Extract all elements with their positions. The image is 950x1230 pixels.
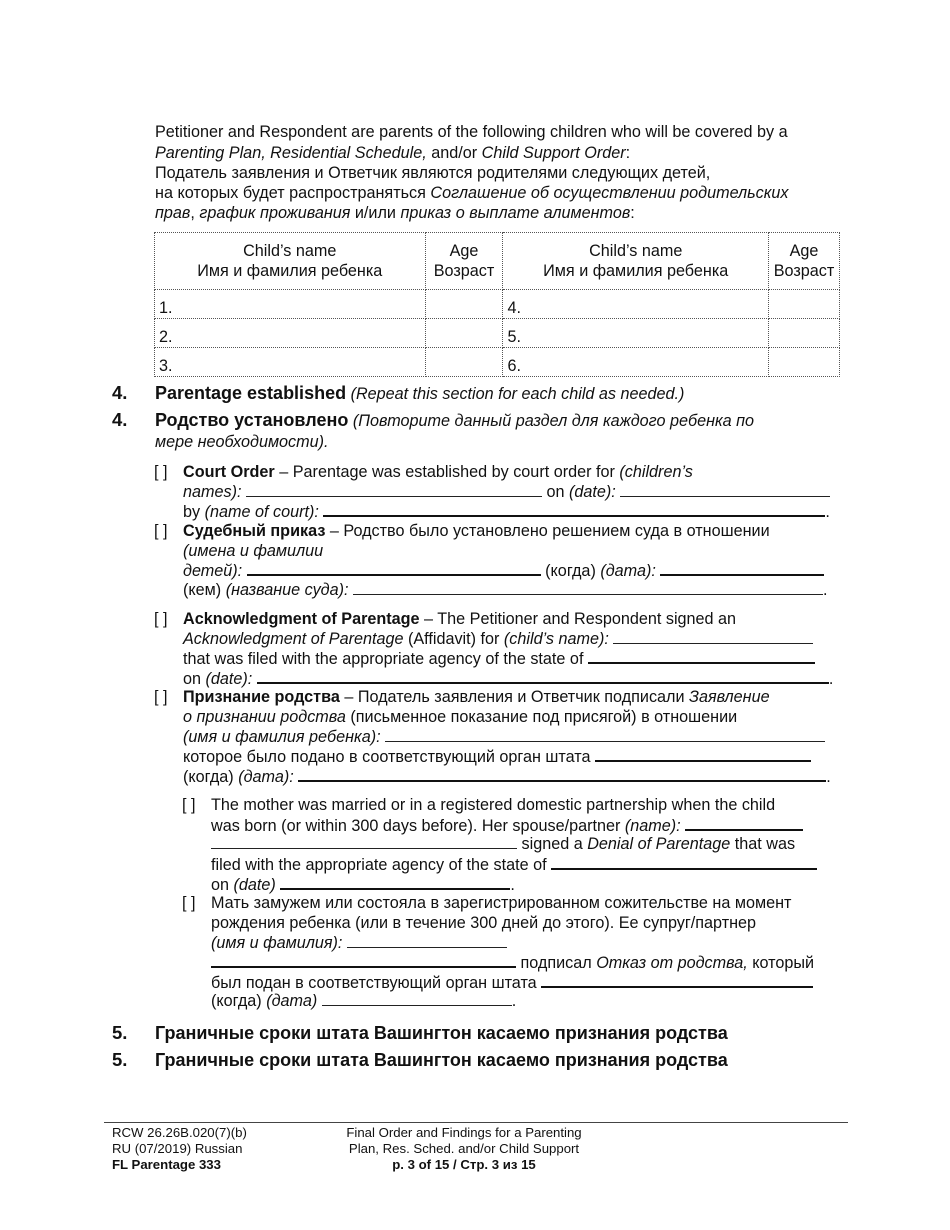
child-age-cell[interactable]: [768, 290, 839, 319]
mother-ru-line-3: (имя и фамилия):: [211, 933, 507, 953]
mother-ru-line-5: был подан в соответствующий орган штата: [211, 972, 813, 993]
child-name-cell[interactable]: 3.: [155, 348, 426, 377]
court-order-ru-line-2: (имена и фамилии: [183, 542, 324, 560]
section-4-number-ru: 4.: [112, 409, 128, 430]
ack-line-3: that was filed with the appropriate agency of the state of: [183, 648, 815, 669]
ack-ru-line-3: (имя и фамилия ребенка):: [183, 727, 825, 747]
children-names-field[interactable]: [246, 482, 542, 497]
ack-ru-line-1: Признание родства – Податель заявления и Ответчик подписали Заявление: [183, 688, 770, 706]
child-name-cell[interactable]: 6.: [503, 348, 769, 377]
intro-line-5: прав, график проживания и/или приказ о выплате алиментов:: [155, 204, 635, 222]
court-order-ru-date-field[interactable]: [660, 560, 824, 576]
footer-divider: [104, 1122, 848, 1123]
ack-ru-child-name-field[interactable]: [385, 727, 825, 742]
footer-form-id: FL Parentage 333: [112, 1157, 221, 1172]
spouse-name-field-cont[interactable]: [211, 834, 517, 849]
header-child-name: Child’s name Имя и фамилия ребенка: [155, 233, 426, 290]
ack-ru-line-4: которое было подано в соответствующий орган штата: [183, 746, 811, 767]
ack-state-field[interactable]: [588, 648, 815, 664]
mother-ru-line-1: Мать замужем или состояла в зарегистрированном сожительстве на момент: [211, 894, 792, 912]
table-row: [155, 348, 840, 377]
ack-date-field[interactable]: [257, 668, 829, 684]
child-name-cell[interactable]: 1.: [155, 290, 426, 319]
footer-title-1: Final Order and Findings for a Parenting: [346, 1125, 582, 1140]
court-name-ru-field[interactable]: [353, 580, 823, 595]
section-4-heading-ru: Родство установлено (Повторите данный раздел для каждого ребенка по: [155, 410, 755, 430]
ack-ru-state-field[interactable]: [595, 746, 811, 762]
spouse-name-ru-field-cont[interactable]: [211, 952, 516, 968]
child-age-cell[interactable]: [768, 348, 839, 377]
children-names-ru-field[interactable]: [247, 560, 541, 576]
denial-ru-state-field[interactable]: [541, 972, 813, 988]
denial-date-field[interactable]: [280, 874, 510, 890]
child-age-cell[interactable]: [425, 319, 503, 348]
child-name-cell[interactable]: 2.: [155, 319, 426, 348]
children-table: [154, 232, 840, 377]
footer-page-number: p. 3 of 15 / Стр. 3 из 15: [392, 1157, 536, 1172]
section-5-number: 5.: [112, 1022, 128, 1043]
ack-line-2: Acknowledgment of Parentage (Affidavit) for (child’s name):: [183, 629, 813, 649]
mother-line-3: signed a Denial of Parentage that was: [211, 834, 795, 854]
section-5-heading-2: Граничные сроки штата Вашингтон касаемо признания родства: [155, 1050, 728, 1070]
intro-line-2: Parenting Plan, Residential Schedule, and/or Child Support Order:: [155, 144, 631, 162]
header-child-name-2: Child’s name Имя и фамилия ребенка: [503, 233, 769, 290]
ack-checkbox[interactable]: [ ]: [154, 610, 168, 628]
ack-ru-line-5: (когда) (дата): .: [183, 768, 831, 786]
court-order-ru-line-1: Судебный приказ – Родство было установлено решением суда в отношении: [183, 522, 770, 540]
ack-ru-checkbox[interactable]: [ ]: [154, 688, 168, 706]
mother-ru-line-6: (когда) (дата) .: [211, 992, 517, 1010]
denial-ru-date-field[interactable]: [322, 991, 512, 1006]
ack-child-name-field[interactable]: [613, 629, 813, 644]
child-name-cell[interactable]: 4.: [503, 290, 769, 319]
footer-code-1: RCW 26.26B.020(7)(b): [112, 1125, 247, 1140]
ack-line-4: on (date): .: [183, 670, 834, 688]
child-age-cell[interactable]: [425, 290, 503, 319]
intro-line-1: Petitioner and Respondent are parents of the following children who will be covered by a: [155, 123, 788, 141]
court-order-date-field[interactable]: [620, 482, 830, 497]
mother-ru-checkbox[interactable]: [ ]: [182, 894, 196, 912]
table-row: [155, 319, 840, 348]
footer-code-2: RU (07/2019) Russian: [112, 1141, 243, 1156]
ack-line-1: Acknowledgment of Parentage – The Petitioner and Respondent signed an: [183, 610, 737, 628]
header-age: Age Возраст: [425, 233, 503, 290]
child-age-cell[interactable]: [425, 348, 503, 377]
court-order-checkbox[interactable]: [ ]: [154, 463, 168, 481]
court-order-line-2: names): on (date):: [183, 482, 830, 502]
section-4-heading-en: Parentage established (Repeat this section for each child as needed.): [155, 383, 685, 403]
child-age-cell[interactable]: [768, 319, 839, 348]
section-5-heading: Граничные сроки штата Вашингтон касаемо признания родства: [155, 1023, 728, 1043]
section-4-note-ru-cont: мере необходимости).: [155, 433, 329, 451]
header-age-2: Age Возраст: [768, 233, 839, 290]
court-name-field[interactable]: [323, 501, 825, 517]
mother-line-2: was born (or within 300 days before). Her spouse/partner (name):: [211, 815, 803, 836]
denial-state-field[interactable]: [551, 854, 817, 870]
mother-ru-line-2: рождения ребенка (или в течение 300 дней до этого). Ее супруг/партнер: [211, 914, 757, 932]
table-row: [155, 290, 840, 319]
mother-line-1: The mother was married or in a registered domestic partnership when the child: [211, 796, 776, 814]
court-order-line-3: by (name of court): .: [183, 503, 830, 521]
mother-checkbox[interactable]: [ ]: [182, 796, 196, 814]
spouse-name-field[interactable]: [685, 815, 803, 831]
ack-ru-line-2: о признании родства (письменное показание под присягой) в отношении: [183, 708, 738, 726]
intro-line-3: Податель заявления и Ответчик являются родителями следующих детей,: [155, 164, 711, 182]
court-order-line-1: Court Order – Parentage was established by court order for (children’s: [183, 463, 693, 481]
section-5-number-2: 5.: [112, 1049, 128, 1070]
mother-line-4: filed with the appropriate agency of the state of: [211, 854, 817, 875]
intro-line-4: на которых будет распространяться Соглашение об осуществлении родительских: [155, 184, 789, 202]
section-4-number: 4.: [112, 382, 128, 403]
mother-ru-line-4: подписал Отказ от родства, который: [211, 952, 814, 973]
spouse-name-ru-field[interactable]: [347, 933, 507, 948]
footer-title-2: Plan, Res. Sched. and/or Child Support: [348, 1141, 580, 1156]
mother-line-5: on (date) .: [211, 876, 515, 894]
children-table-header: [155, 233, 840, 290]
court-order-ru-line-4: (кем) (название суда): .: [183, 581, 828, 599]
ack-ru-date-field[interactable]: [298, 766, 826, 782]
court-order-ru-line-3: детей): (когда) (дата):: [183, 560, 824, 581]
court-order-ru-checkbox[interactable]: [ ]: [154, 522, 168, 540]
child-name-cell[interactable]: 5.: [503, 319, 769, 348]
